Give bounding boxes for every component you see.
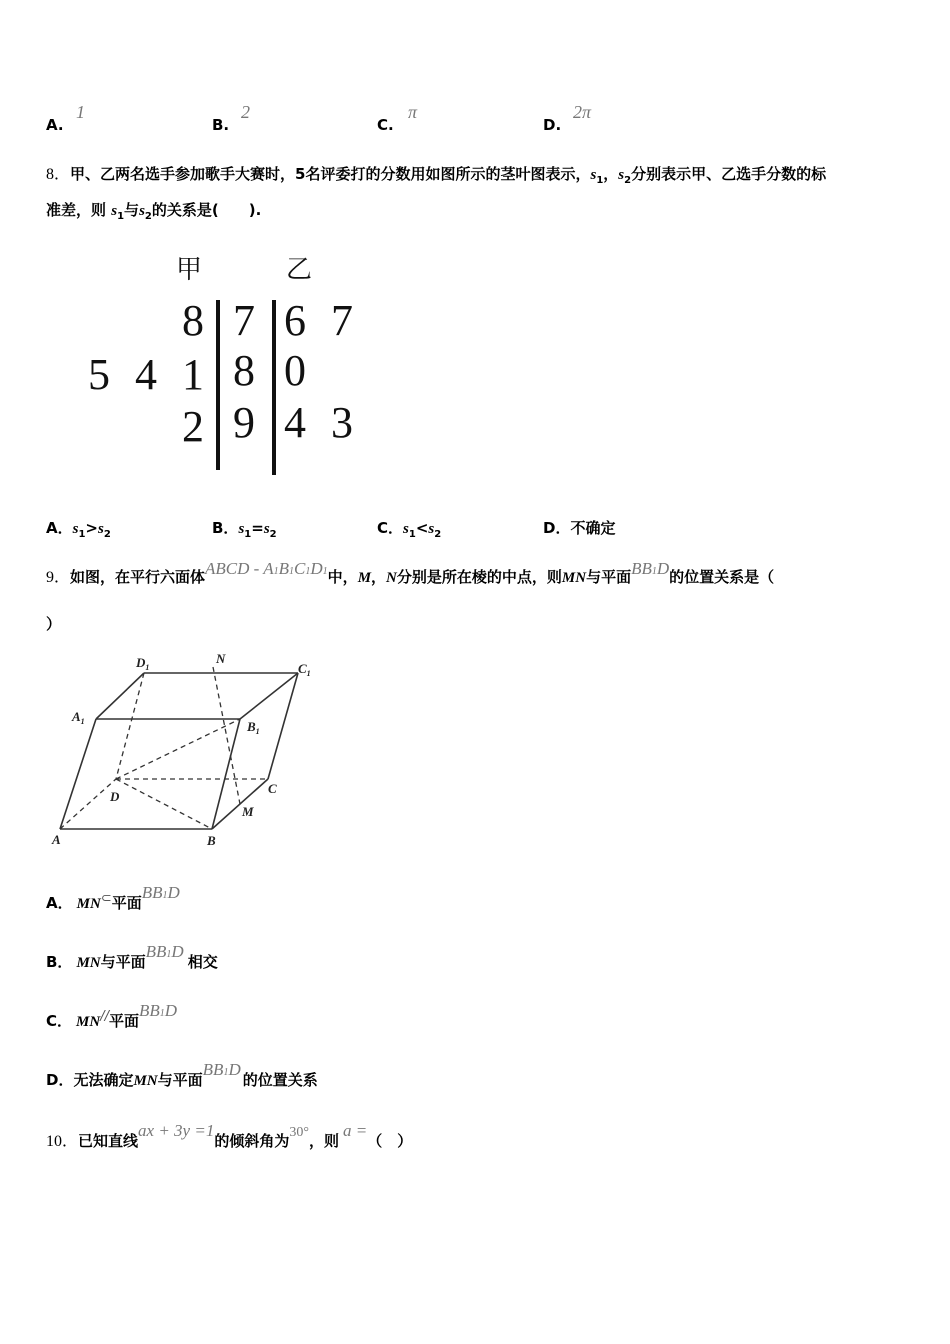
label-b: B <box>207 833 216 848</box>
q9-solid-name: ABCD - A1B1C1D1 <box>205 559 328 578</box>
q10-equation: ax + 3y =1 <box>138 1121 215 1140</box>
row-3-right-leaves: 4 3 <box>284 398 353 447</box>
edge-b1-c1 <box>240 673 298 719</box>
label-d: D <box>110 789 120 804</box>
edge-a1-d1 <box>96 673 144 719</box>
left-divider <box>216 300 220 470</box>
q8-option-d: D．不确定 <box>543 519 616 537</box>
q7-option-b-value: 2 <box>241 102 250 122</box>
edge-a1-a <box>60 719 96 829</box>
q9-option-c: C． MN//平面BB1D <box>46 1001 178 1030</box>
row-1-right-leaves: 6 7 <box>284 296 353 345</box>
q7-option-d-label: D. <box>543 116 562 134</box>
q7-option-c-value: π <box>408 102 418 122</box>
label-a: A <box>52 832 61 847</box>
edge-d1-d <box>116 673 144 779</box>
row-1-stem: 7 <box>233 296 255 345</box>
q8-question-line-2: 准差，则 $s_1$与$s_2$的关系是( ). <box>46 201 262 222</box>
q8-question-line-1: 8．甲、乙两名选手参加歌手大赛时，5名评委打的分数用如图所示的茎叶图表示，$s_1$，$s_2$分别表示甲、乙选手分数的标 <box>46 165 827 186</box>
label-m: M <box>242 804 254 819</box>
q7-option-a-value: 1 <box>76 102 85 122</box>
row-3-left-leaves: 2 <box>182 402 204 451</box>
q9-option-b: B． MN与平面BB1D相交 <box>46 942 218 971</box>
row-2-left-leaves: 5 4 1 <box>88 350 204 399</box>
edge-c1-c <box>268 673 298 779</box>
q9-option-d: D．无法确定MN与平面BB1D的位置关系 <box>46 1060 318 1089</box>
q7-option-a-label: A. <box>46 116 64 134</box>
parallelepiped-figure <box>40 645 340 855</box>
q7-option-d-value: 2π <box>573 102 592 122</box>
row-2-stem: 8 <box>233 346 255 395</box>
right-divider <box>272 300 276 475</box>
stem-leaf-plot <box>80 245 380 480</box>
row-2-right-leaves: 0 <box>284 346 306 395</box>
label-d1: $D_1$ <box>136 655 150 672</box>
row-1-left-leaves: 8 <box>182 296 204 345</box>
edge-b1-b <box>212 719 240 829</box>
diag-d-b <box>116 779 212 829</box>
q10-variable: a = <box>342 1121 368 1140</box>
q9-question-line-2: ） <box>46 615 62 633</box>
label-c1: $C_1$ <box>298 661 311 678</box>
label-a1: $A_1$ <box>72 709 85 726</box>
q7-option-b-label: B. <box>212 116 230 134</box>
q10-angle: 30° <box>289 1125 309 1140</box>
q7-option-c-label: C. <box>377 116 394 134</box>
right-header: 乙 <box>286 255 313 285</box>
label-b1: $B_1$ <box>247 719 260 736</box>
row-3-stem: 9 <box>233 398 255 447</box>
q8-option-a: A．$s_1>s_2$ <box>46 519 111 540</box>
q9-option-a: A． MN⊂平面BB1D <box>46 883 180 912</box>
q8-option-c: C．$s_1<s_2$ <box>377 519 442 540</box>
q9-question-line-1: 9．如图，在平行六面体ABCD - A1B1C1D1中，M，N分别是所在棱的中点，则MN与平面BB1D的位置关系是（ <box>46 559 775 586</box>
label-n: N <box>216 651 226 666</box>
label-c: C <box>268 781 277 796</box>
diag-d-b1 <box>116 719 240 779</box>
q10-question: 10．已知直线ax + 3y =1的倾斜角为30°，则a =（ ） <box>46 1121 413 1150</box>
left-header: 甲 <box>176 255 203 285</box>
q8-option-b: B．$s_1=s_2$ <box>212 519 277 540</box>
